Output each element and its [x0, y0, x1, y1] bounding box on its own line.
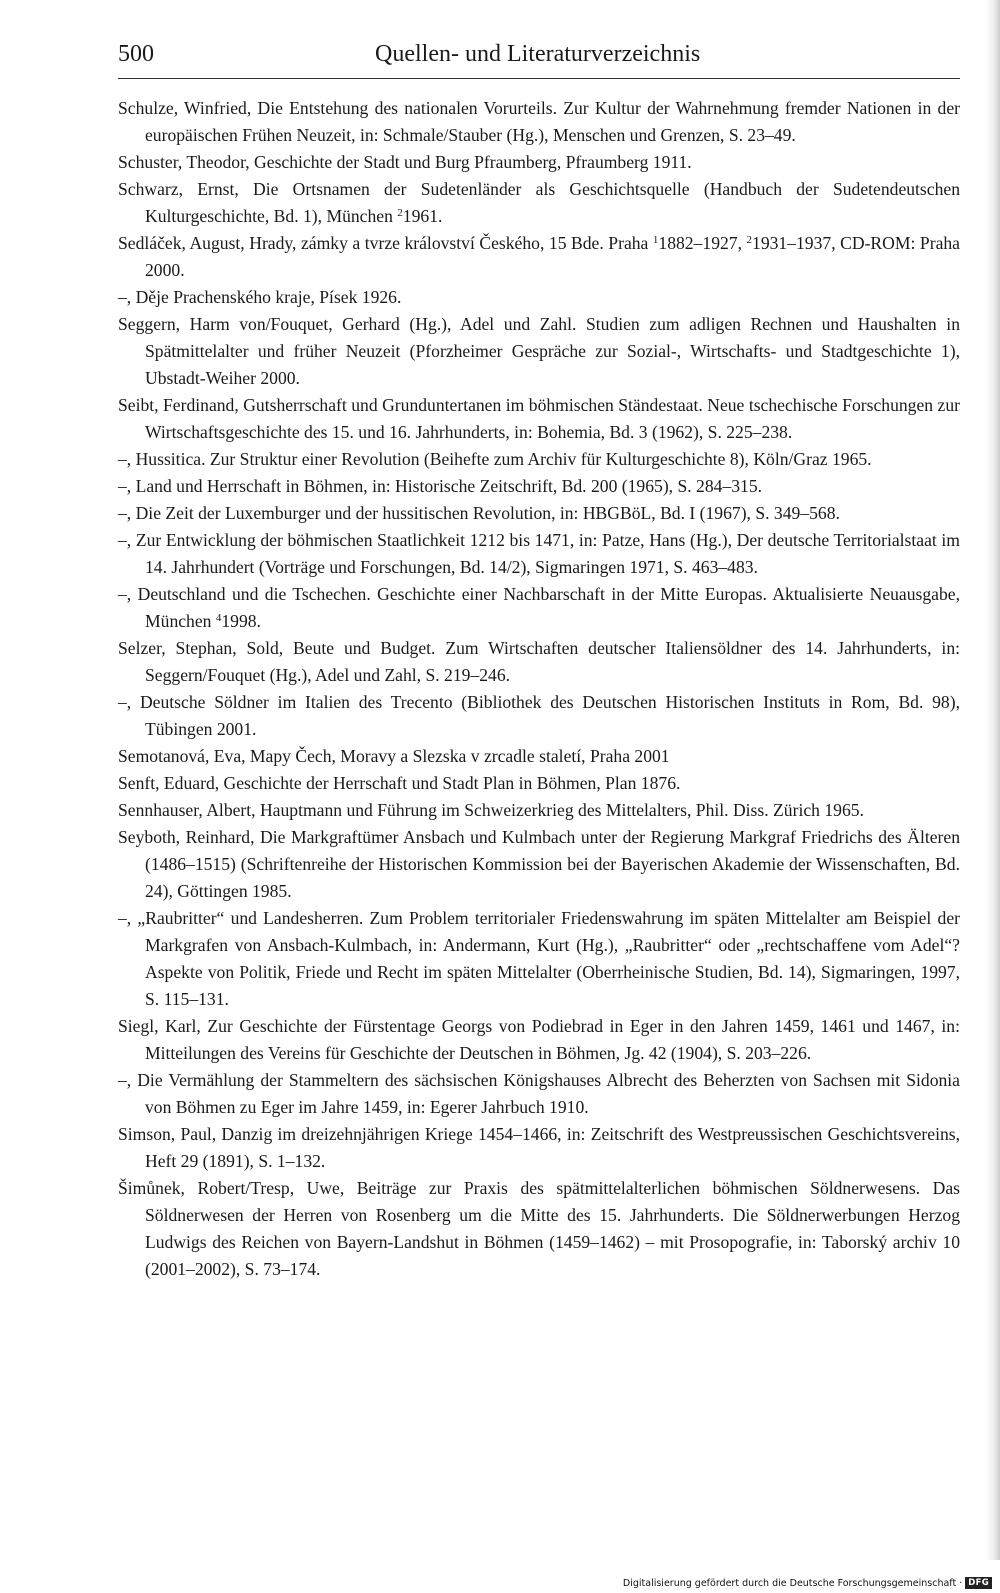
bibliography-entry-seibt-3: –, Land und Herrschaft in Böhmen, in: Historische Zeitschrift, Bd. 200 (1965), S. 284–315.: [118, 476, 763, 496]
bibliography-entry-seibt-5: –, Zur Entwicklung der böhmischen Staatlichkeit 1212 bis 1471, in: Patze, Hans (Hg.), Der deutsche Territorialstaat im 14. Jahrhundert (Vorträge und Forschungen, Bd. 14/2), Sigmaringen 1971, S. 463–483.: [118, 530, 960, 577]
bibliography-entry-seibt-6: –, Deutschland und die Tschechen. Geschichte einer Nachbarschaft in der Mitte Europas. Aktualisierte Neuausgabe, München $^4$1998.: [118, 584, 960, 631]
bibliography-entry-seyboth-2: –, „Raubritter“ und Landesherren. Zum Problem territorialer Friedenswahrung im späten Mittelalter am Beispiel der Markgrafen von Ansbach-Kulmbach, in: Andermann, Kurt (Hg.), „Raubritter“ oder „rechtschaffene vom Adel“? Aspekte von Politik, Friede und Recht im späten Mittelalter (Oberrheinische Studien, Bd. 14), Sigmaringen, 1997, S. 115–131.: [118, 908, 960, 1009]
running-head: Quellen- und Literaturverzeichnis: [375, 41, 701, 67]
bibliography-entry-sedlacek: Sedláček, August, Hrady, zámky a tvrze království Českého, 15 Bde. Praha $^1$1882–1927, $^2$1931–1937, CD-ROM: Praha 2000.: [118, 233, 960, 280]
bibliography-entry-sedlacek-2: –, Děje Prachenského kraje, Písek 1926.: [118, 287, 402, 307]
bibliography-entry-schuster: Schuster, Theodor, Geschichte der Stadt und Burg Pfraumberg, Pfraumberg 1911.: [118, 152, 692, 172]
bibliography-entry-senft: Senft, Eduard, Geschichte der Herrschaft und Stadt Plan in Böhmen, Plan 1876.: [118, 773, 681, 793]
page-header: [118, 38, 960, 78]
bibliography-entry-schulze: Schulze, Winfried, Die Entstehung des nationalen Vorurteils. Zur Kultur der Wahrnehmung fremder Nationen in der europäischen Frühen Neuzeit, in: Schmale/Stauber (Hg.), Menschen und Grenzen, S. 23–49.: [118, 98, 960, 145]
bibliography-entry-seibt-4: –, Die Zeit der Luxemburger und der hussitischen Revolution, in: HBGBöL, Bd. I (1967), S. 349–568.: [118, 503, 840, 523]
edition-superscript: 2: [746, 234, 753, 246]
bibliography-entry-siegl-2: –, Die Vermählung der Stammeltern des sächsischen Königshauses Albrecht des Beherzten von Sachsen mit Sidonia von Böhmen zu Eger im Jahre 1459, in: Egerer Jahrbuch 1910.: [118, 1070, 960, 1117]
edition-superscript: 4: [215, 612, 222, 624]
dfg-logo: DFG: [965, 1577, 992, 1589]
bibliography-entry-simunek: Šimůnek, Robert/Tresp, Uwe, Beiträge zur Praxis des spätmittelalterlichen böhmischen Söldnerwesens. Das Söldnerwesen der Herren von Rosenberg um die Mitte des 15. Jahrhunderts. Die Söldnerwerbungen Herzog Ludwigs des Reichen von Bayern-Landshut in Böhmen (1459–1462) – mit Prosopografie, in: Taborský archiv 10 (2001–2002), S. 73–174.: [118, 1178, 960, 1279]
bibliography-entry-seibt: Seibt, Ferdinand, Gutsherrschaft und Grunduntertanen im böhmischen Ständestaat. Neue tschechische Forschungen zur Wirtschaftsgeschichte des 15. und 16. Jahrhunderts, in: Bohemia, Bd. 3 (1962), S. 225–238.: [118, 395, 960, 442]
bibliography-entry-selzer-2: –, Deutsche Söldner im Italien des Trecento (Bibliothek des Deutschen Historischen Instituts in Rom, Bd. 98), Tübingen 2001.: [118, 692, 960, 739]
edition-superscript: 2: [397, 207, 403, 219]
digitization-footer: [623, 1577, 992, 1589]
bibliography-entry-seggern: Seggern, Harm von/Fouquet, Gerhard (Hg.), Adel und Zahl. Studien zum adligen Rechnen und Haushalten in Spätmittelalter und früher Neuzeit (Pforzheimer Gespräche zur Sozial-, Wirtschafts- und Stadtgeschichte 1), Ubstadt-Weiher 2000.: [118, 314, 960, 388]
bibliography-entry-selzer: Selzer, Stephan, Sold, Beute und Budget. Zum Wirtschaften deutscher Italiensöldner des 14. Jahrhunderts, in: Seggern/Fouquet (Hg.), Adel und Zahl, S. 219–246.: [118, 638, 960, 685]
bibliography-entry-schwarz: Schwarz, Ernst, Die Ortsnamen der Sudetenländer als Geschichtsquelle (Handbuch der Sudetendeutschen Kulturgeschichte, Bd. 1), München $^2$1961.: [118, 179, 960, 226]
header-rule: [118, 78, 960, 79]
bibliography-entry-seyboth: Seyboth, Reinhard, Die Markgraftümer Ansbach und Kulmbach unter der Regierung Markgraf Friedrichs des Älteren (1486–1515) (Schriftenreihe der Historischen Kommission bei der Bayerischen Akademie der Wissenschaften, Bd. 24), Göttingen 1985.: [118, 827, 960, 901]
page-edge-shadow: [986, 0, 1000, 1560]
bibliography-entry-siegl: Siegl, Karl, Zur Geschichte der Fürstentage Georgs von Podiebrad in Eger in den Jahren 1459, 1461 und 1467, in: Mitteilungen des Vereins für Geschichte der Deutschen in Böhmen, Jg. 42 (1904), S. 203–226.: [118, 1016, 960, 1063]
page-number: 500: [118, 41, 154, 67]
bibliography-entry-semotanova: Semotanová, Eva, Mapy Čech, Moravy a Slezska v zrcadle staletí, Praha 2001: [118, 746, 670, 766]
edition-superscript: 1: [652, 234, 659, 246]
bibliography-entry-seibt-2: –, Hussitica. Zur Struktur einer Revolution (Beihefte zum Archiv für Kulturgeschichte 8), Köln/Graz 1965.: [118, 449, 872, 469]
bibliography-entry-sennhauser: Sennhauser, Albert, Hauptmann und Führung im Schweizerkrieg des Mittelalters, Phil. Diss. Zürich 1965.: [118, 800, 864, 820]
bibliography-list: [118, 95, 960, 1283]
bibliography-entry-simson: Simson, Paul, Danzig im dreizehnjährigen Kriege 1454–1466, in: Zeitschrift des Westpreussischen Geschichtsvereins, Heft 29 (1891), S. 1–132.: [118, 1124, 960, 1171]
digitization-credit: Digitalisierung gefördert durch die Deutsche Forschungsgemeinschaft ·: [622, 1577, 963, 1589]
